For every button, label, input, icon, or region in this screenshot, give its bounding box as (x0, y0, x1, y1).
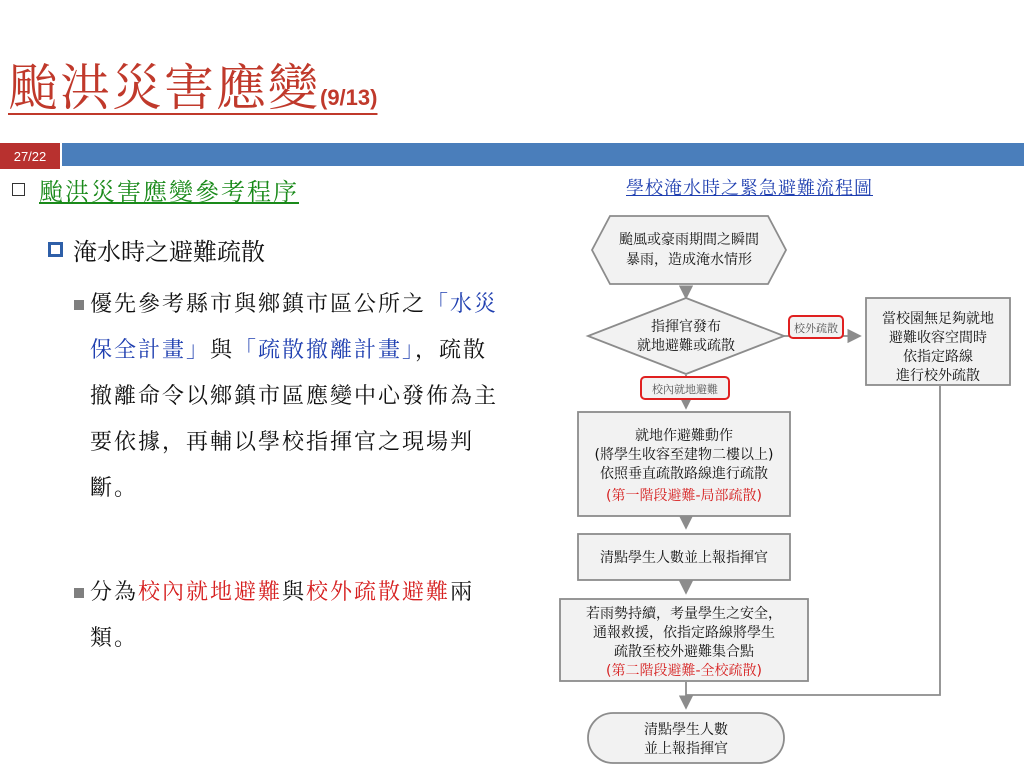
subsection-heading: 淹水時之避難疏散 (73, 238, 265, 266)
rain-line2: 通報救援，依指定路線將學生 (593, 625, 775, 641)
flow-rain-node (560, 599, 808, 681)
flow-offsite-node (866, 298, 1010, 385)
bullet2-option-a: 校內就地避難 (138, 580, 283, 605)
label-offsite (789, 316, 843, 338)
bullet2-conj: 與 (282, 580, 307, 605)
end-line1: 清點學生人數 (644, 722, 728, 738)
offsite-line2: 避難收容空間時 (889, 330, 987, 346)
label-onsite (641, 377, 729, 399)
bullet1-plan-b: 「疏散撤離計畫」 (234, 338, 416, 363)
start-line1: 颱風或豪雨期間之瞬間 (619, 232, 759, 248)
onsite-line2: (將學生收容至建物二樓以上) (594, 447, 774, 463)
onsite-line4: (第一階段避難-局部疏散) (606, 488, 762, 504)
rain-line1: 若雨勢持續，考量學生之安全， (586, 606, 782, 622)
bullet1-conj: 與 (210, 338, 235, 363)
label-onsite-text: 校內就地避難 (652, 383, 718, 396)
slide-title-main: 颱洪災害應變 (8, 59, 320, 117)
bullet1-plan-a: 「水災保全計畫」 (90, 292, 499, 363)
offsite-line1: 當校園無足夠就地 (882, 311, 994, 327)
bullet2-suffix: 兩類。 (90, 580, 475, 651)
count-text: 清點學生人數並上報指揮官 (600, 550, 768, 566)
rain-line4: (第二階段避難-全校疏散) (606, 663, 762, 679)
decision-line2: 就地避難或疏散 (637, 338, 735, 354)
flow-start-node (592, 216, 786, 284)
flow-onsite-node (578, 412, 790, 516)
end-line2: 並上報指揮官 (644, 741, 728, 757)
page-indicator: 27/22 (0, 143, 60, 169)
offsite-line3: 依指定路線 (903, 349, 973, 365)
bullet2-prefix: 分為 (90, 580, 139, 605)
section-heading: 颱洪災害應變參考程序 (39, 178, 299, 206)
flow-end-node (588, 713, 784, 763)
bullet2-option-b: 校外疏散避難 (306, 580, 451, 605)
onsite-line3: 依照垂直疏散路線進行疏散 (600, 466, 768, 482)
slide-title-page: (9/13) (320, 85, 378, 110)
flow-count-node (578, 534, 790, 580)
offsite-line4: 進行校外疏散 (896, 368, 980, 384)
decision-line1: 指揮官發布 (651, 319, 721, 335)
label-offsite-text: 校外疏散 (794, 322, 838, 335)
rain-line3: 疏散至校外避難集合點 (614, 644, 754, 660)
bullet1-text-b: ，疏散撤離命令以鄉鎮市區應變中心發佈為主要依據，再輔以學校指揮官之現場判斷。 (90, 338, 499, 501)
flowchart-title: 學校淹水時之緊急避難流程圖 (626, 178, 873, 199)
bullet1-text-a: 優先參考縣市與鄉鎮市區公所之 (90, 292, 427, 317)
onsite-line1: 就地作避難動作 (635, 428, 733, 444)
flow-decision-node (588, 298, 784, 374)
start-line2: 暴雨，造成淹水情形 (626, 252, 752, 268)
